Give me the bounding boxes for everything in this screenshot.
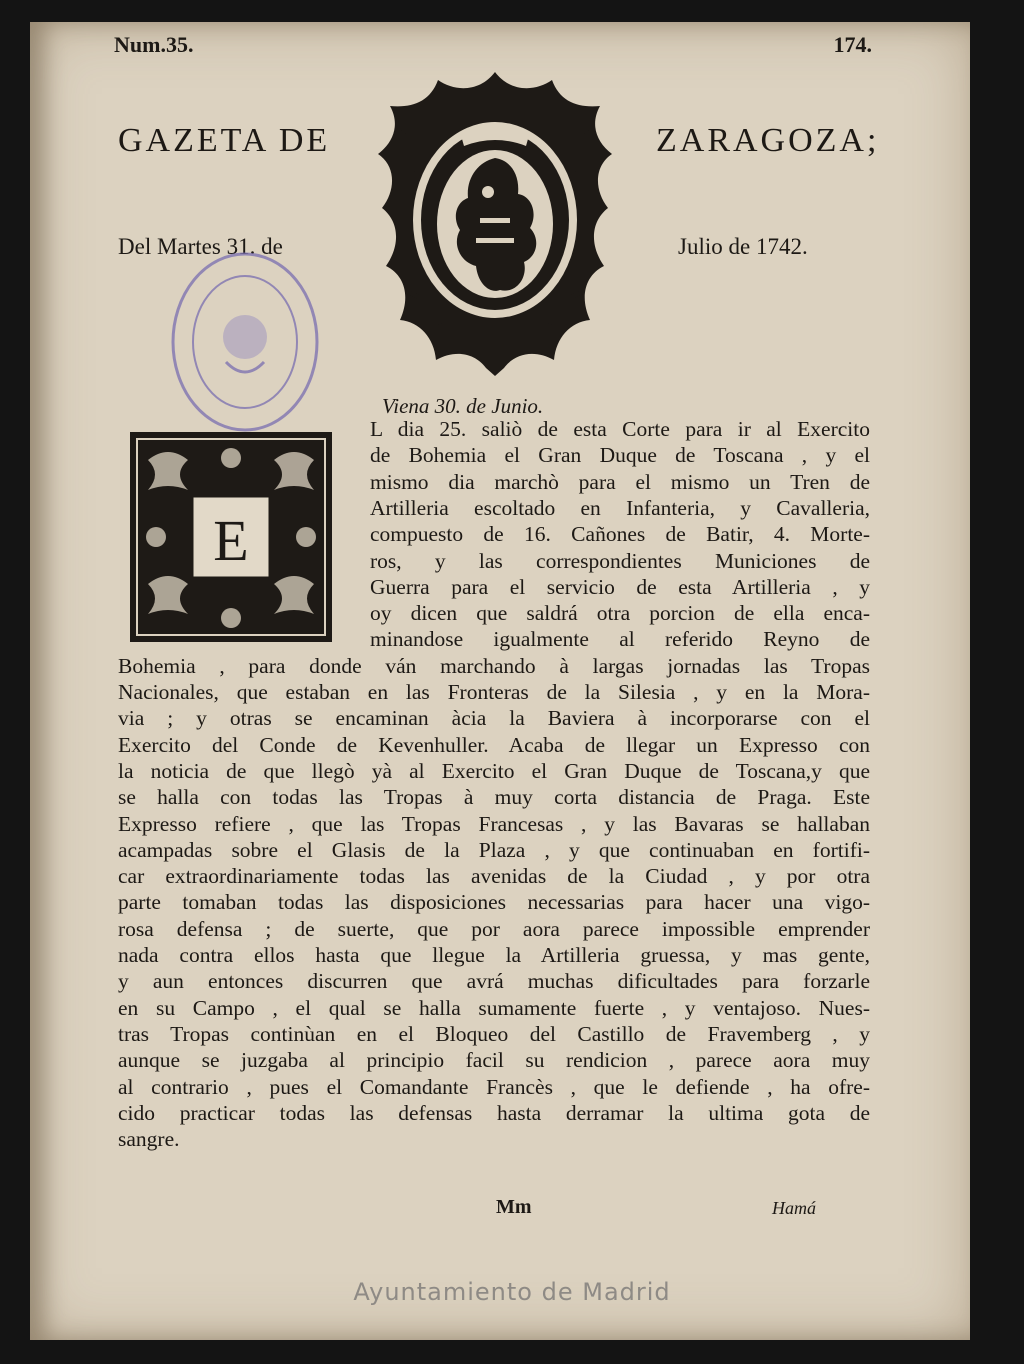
- article-line: cido practicar todas las defensas hasta derramar la ultima gota de: [118, 1100, 870, 1125]
- article-line: y aun entonces discurren que avrá muchas dificultades para forzarle: [118, 969, 870, 994]
- article-line: sangre.: [118, 1127, 180, 1152]
- masthead-title-right: ZARAGOZA;: [656, 122, 880, 159]
- article-line: al contrario , pues el Comandante Francès , que le defiende , ha ofre-: [118, 1074, 870, 1099]
- article-line: Nacionales, que estaban en las Fronteras de la Silesia , y en la Mora-: [118, 680, 870, 704]
- article-line: se halla con todas las Tropas à muy corta distancia de Praga. Este: [118, 785, 870, 810]
- article-line: Exercito del Conde de Kevenhuller. Acaba de llegar un Expresso con: [118, 732, 870, 757]
- article-line: ros, y las correspondientes Municiones de: [370, 548, 870, 573]
- signature-mark: Mm: [496, 1196, 532, 1218]
- masthead-title-left: GAZETA DE: [118, 122, 331, 159]
- article-line: mismo dia marchò para el mismo un Tren de: [370, 469, 870, 494]
- article-line: rosa defensa ; de suerte, que por aora parece impossible emprender: [118, 916, 870, 941]
- article-line: nada contra ellos hasta que llegue la Artilleria gruessa, y mas gente,: [118, 943, 870, 967]
- article-line: Bohemia , para donde ván marchando à largas jornadas las Tropas: [118, 653, 870, 678]
- article-line: oy dicen que saldrá otra porcion de ella enca-: [370, 601, 870, 626]
- article-line: parte tomaban todas las disposiciones necessarias para hacer una vigo-: [118, 890, 870, 915]
- issue-date-right: Julio de 1742.: [678, 234, 808, 259]
- archive-watermark: Ayuntamiento de Madrid: [353, 1278, 671, 1306]
- initial-letter: E: [213, 508, 249, 573]
- article-line: aunque se juzgaba al principio facil su rendicion , parece aora muy: [118, 1048, 870, 1073]
- article-line: car extraordinariamente todas las avenidas de la Ciudad , y por otra: [118, 864, 870, 889]
- article-line: minandose igualmente al referido Reyno de: [370, 627, 870, 652]
- article-line: Expresso refiere , que las Tropas Francesas , y las Bavaras se hallaban: [118, 811, 870, 836]
- issue-number: Num.35.: [114, 32, 194, 57]
- article-line: en su Campo , el qual se halla sumamente fuerte , y ventajoso. Nues-: [118, 995, 870, 1020]
- article-line: Guerra para el servicio de esta Artilleria , y: [370, 574, 870, 599]
- newspaper-page: [30, 22, 970, 1340]
- article-line: L dia 25. saliò de esta Corte para ir al Exercito: [370, 417, 870, 441]
- library-stamp: [160, 242, 330, 442]
- article-line: de Bohemia el Gran Duque de Toscana , y el: [370, 443, 870, 468]
- article-line: tras Tropas continùan en el Bloqueo del Castillo de Fravemberg , y: [118, 1021, 870, 1046]
- coat-of-arms-emblem: [360, 62, 630, 378]
- article-line: la noticia de que llegò yà al Exercito el Gran Duque de Toscana,y que: [118, 758, 870, 783]
- page-number: 174.: [833, 32, 872, 57]
- article-line: via ; y otras se encaminan àcia la Baviera à incorporarse con el: [118, 706, 870, 731]
- news-dateline: Viena 30. de Junio.: [382, 394, 544, 418]
- decorated-initial-letter: [128, 430, 334, 644]
- article-line: acampadas sobre el Glasis de la Plaza , y que continuaban en fortifi-: [118, 837, 870, 862]
- catchword: Hamá: [772, 1198, 816, 1218]
- article-line: compuesto de 16. Cañones de Batir, 4. Morte-: [370, 522, 870, 547]
- issue-date-left: Del Martes 31. de: [118, 234, 283, 259]
- article-line: Artilleria escoltado en Infanteria, y Cavalleria,: [370, 495, 870, 520]
